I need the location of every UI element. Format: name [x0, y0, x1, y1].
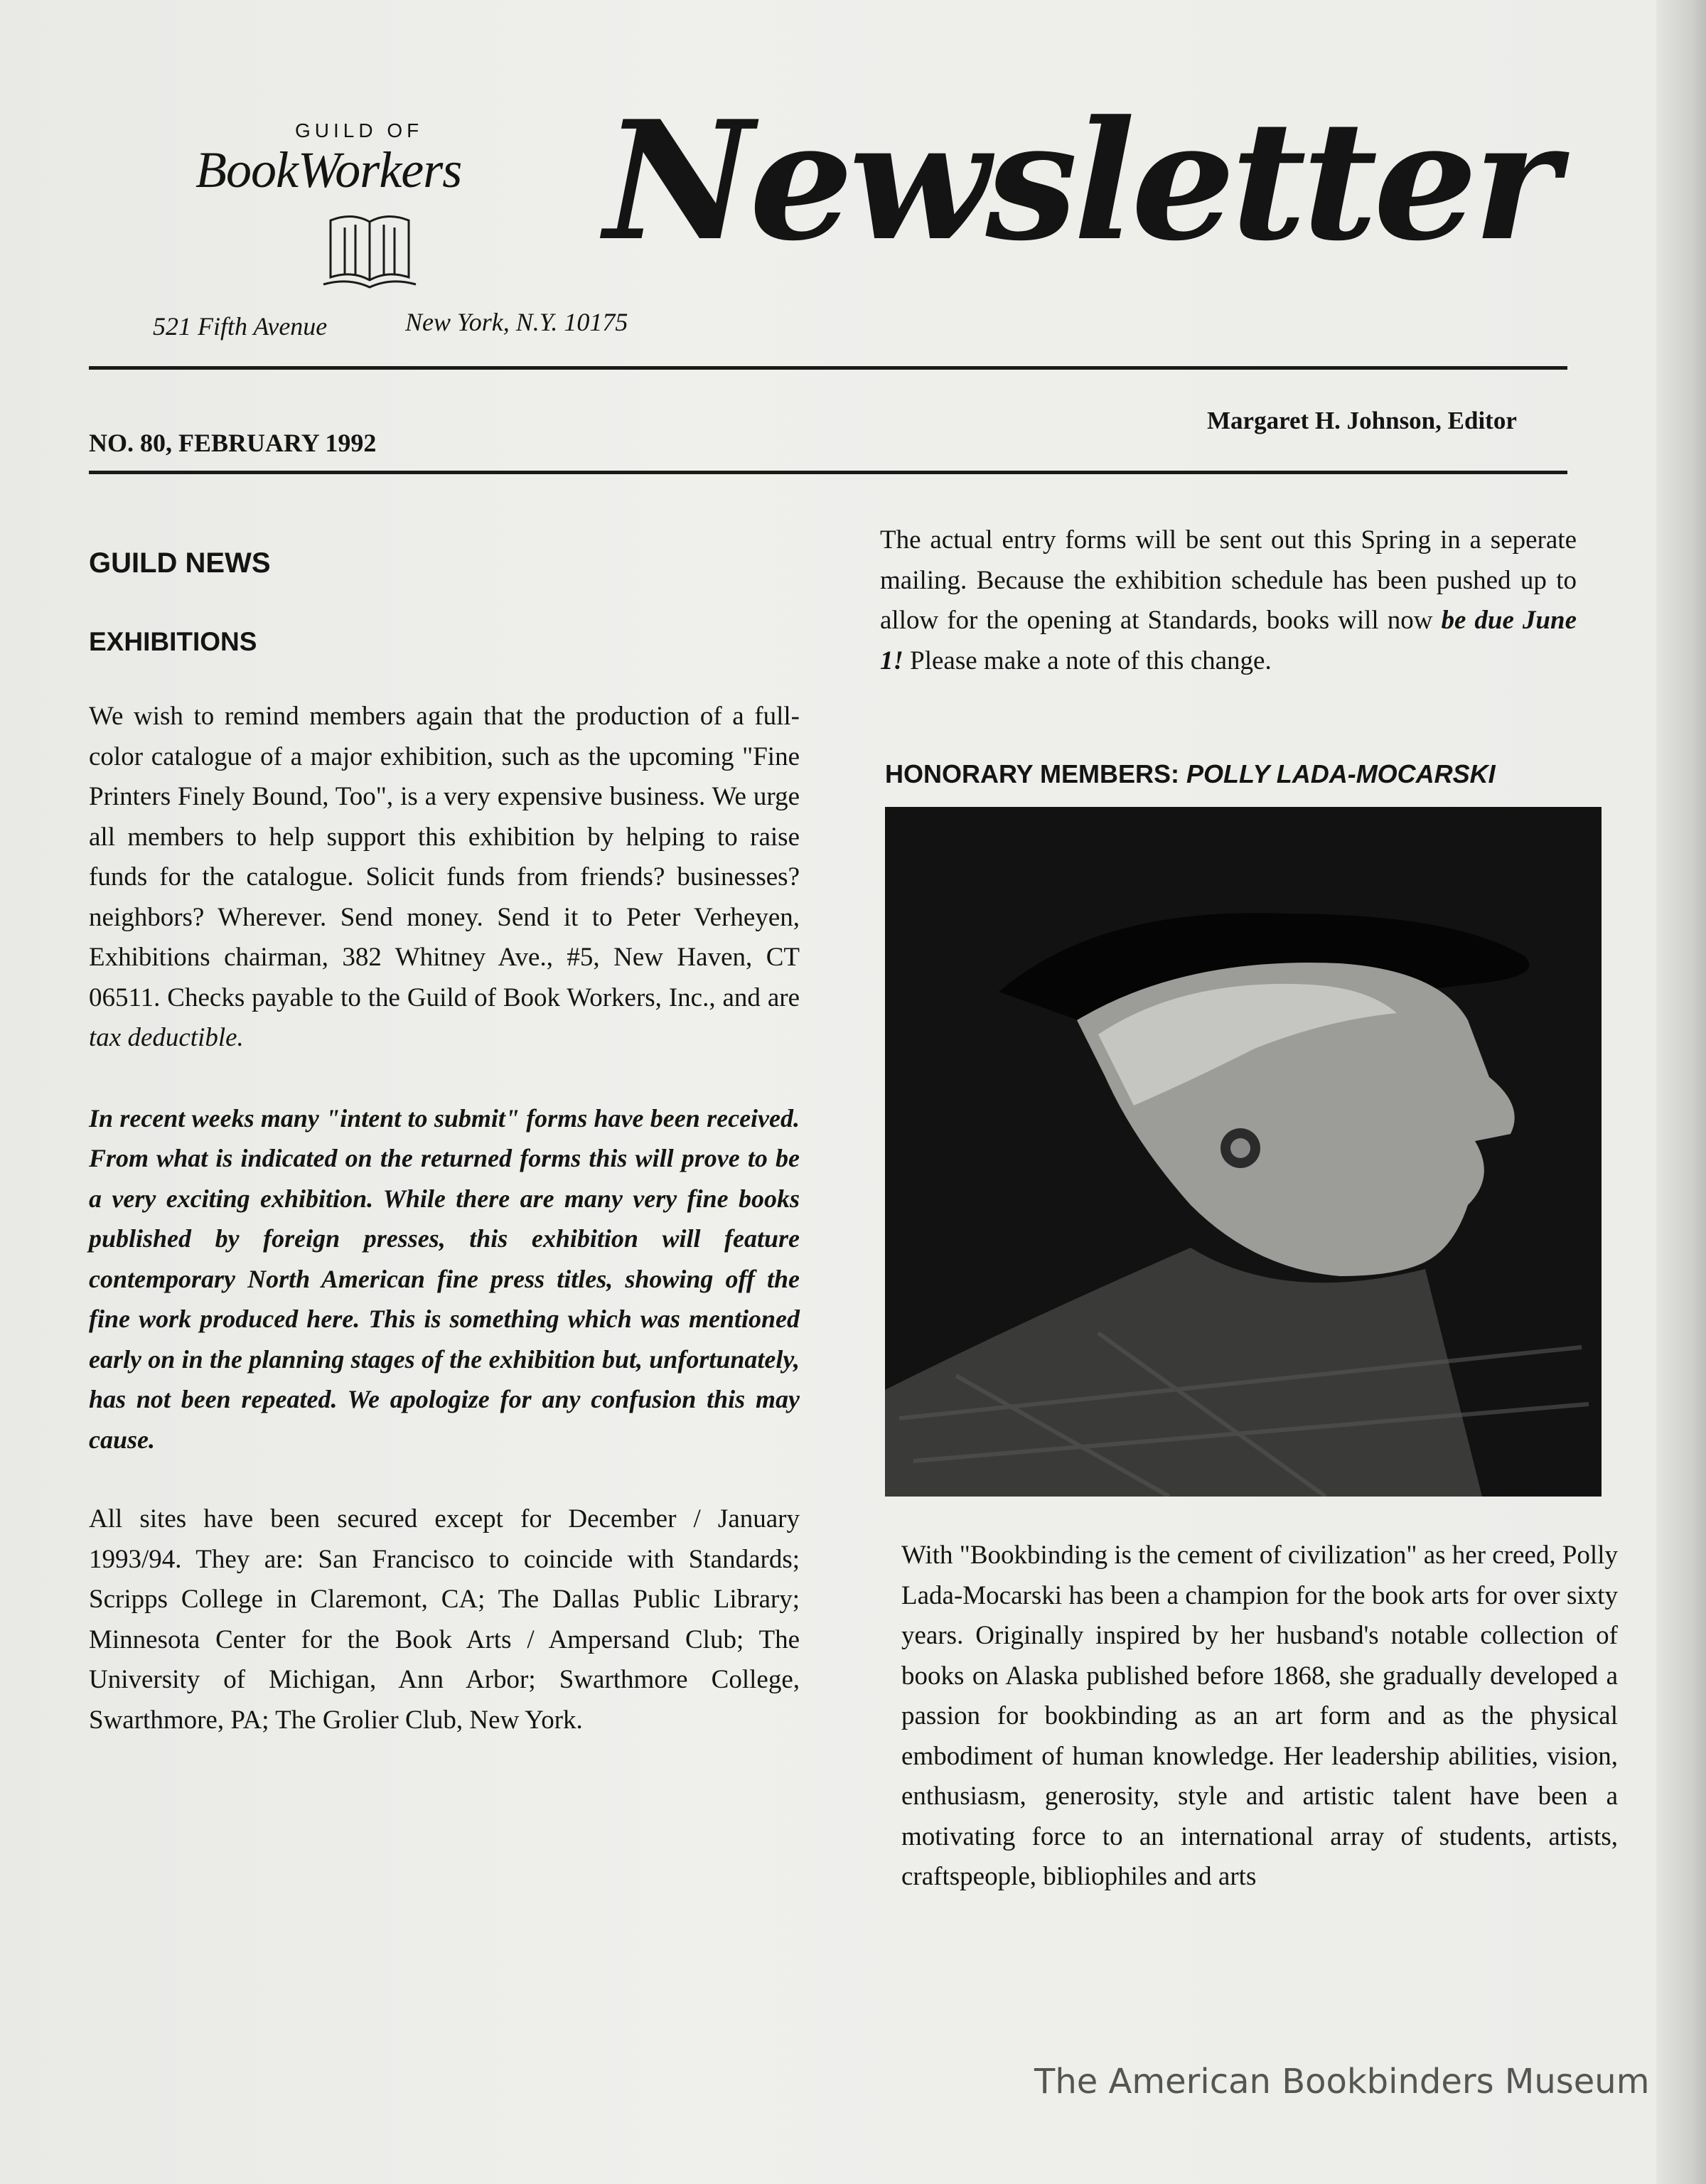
fundraising-paragraph: [89, 697, 800, 1059]
right-column: [880, 520, 1577, 681]
editor-credit: Margaret H. Johnson, Editor: [1207, 407, 1517, 434]
guild-of-label: GUILD OF: [295, 119, 424, 141]
bookworkers-logo-text: BookWorkers: [195, 141, 462, 198]
open-book-icon: [316, 206, 423, 299]
issue-number: NO. 80, FEBRUARY 1992: [89, 429, 377, 457]
exhibitions-heading: EXHIBITIONS: [89, 627, 257, 656]
fundraising-text: We wish to remind members again that the production of a full-color catalogue of a major exhibition, such as the upcoming "Fine Printers Finely Bound, Too", is a very expensive business. We urge all members to help support this exhibition by helping to raise funds for the catalogue. Solicit funds from friends? businesses? neighbors? Wherever. Send money. Send it to Peter Verheyen, Exhibitions chairman, 382 Whitney Ave., #5, New Haven, CT 06511. Checks payable to the Guild of Book Workers, Inc., and are: [89, 702, 800, 1012]
portrait-photo: [885, 807, 1602, 1497]
exhibition-sites-paragraph: All sites have been secured except for December / January 1993/94. They are: San Francisco to coincide with Standards; Scripps College in Claremont, CA; The Dallas Public Library; Minnesota Center for the Book Arts / Ampersand Club; The University of Michigan, Ann Arbor; Swarthmore College, Swarthmore, PA; The Grolier Club, New York.: [89, 1504, 800, 1735]
guild-news-heading: GUILD NEWS: [89, 547, 271, 579]
honorary-members-heading: [885, 759, 1496, 789]
tax-deductible-emphasis: tax deductible.: [89, 1023, 244, 1052]
due-date-emphasis: be due June 1!: [880, 606, 1577, 675]
left-column: [89, 697, 800, 1740]
entry-forms-paragraph: [880, 520, 1577, 681]
entry-forms-text: The actual entry forms will be sent out this Spring in a seperate mailing. Because the exhibition schedule has been pushed up to allow for the opening at Standards, books will now: [880, 525, 1577, 635]
honoree-name: POLLY LADA-MOCARSKI: [1186, 759, 1496, 788]
entry-forms-text-end: Please make a note of this change.: [903, 646, 1272, 675]
intent-to-submit-paragraph: In recent weeks many "intent to submit" forms have been received. From what is indicated on the returned forms this will prove to be a very exciting exhibition. While there are many very fine books published by foreign presses, this exhibition will feature contemporary North American fine press titles, showing off the fine work produced here. This is something which was mentioned early on in the planning stages of the exhibition but, unfortunately, has not been repeated. We apologize for any confusion this may cause.: [89, 1103, 800, 1454]
top-rule: [89, 366, 1567, 370]
city-address: New York, N.Y. 10175: [405, 308, 628, 336]
street-address: 521 Fifth Avenue: [153, 312, 328, 341]
honorary-prefix: HONORARY MEMBERS:: [885, 759, 1187, 788]
newsletter-title: Newsletter: [604, 85, 1555, 277]
biography-paragraph: With "Bookbinding is the cement of civilization" as her creed, Polly Lada-Mocarski has been a champion for the book arts for over sixty years. Originally inspired by her husband's notable collection of books on Alaska published before 1868, she gradually developed a passion for bookbinding as an art form and as the physical embodiment of human knowledge. Her leadership abilities, vision, enthusiasm, generosity, style and artistic talent have been a motivating force to an international array of students, artists, craftspeople, bibliophiles and arts: [901, 1541, 1618, 1891]
stacked-page-edges: [1656, 0, 1706, 2184]
museum-watermark: The American Bookbinders Museum: [1034, 2062, 1650, 2102]
bottom-rule: [89, 471, 1567, 474]
